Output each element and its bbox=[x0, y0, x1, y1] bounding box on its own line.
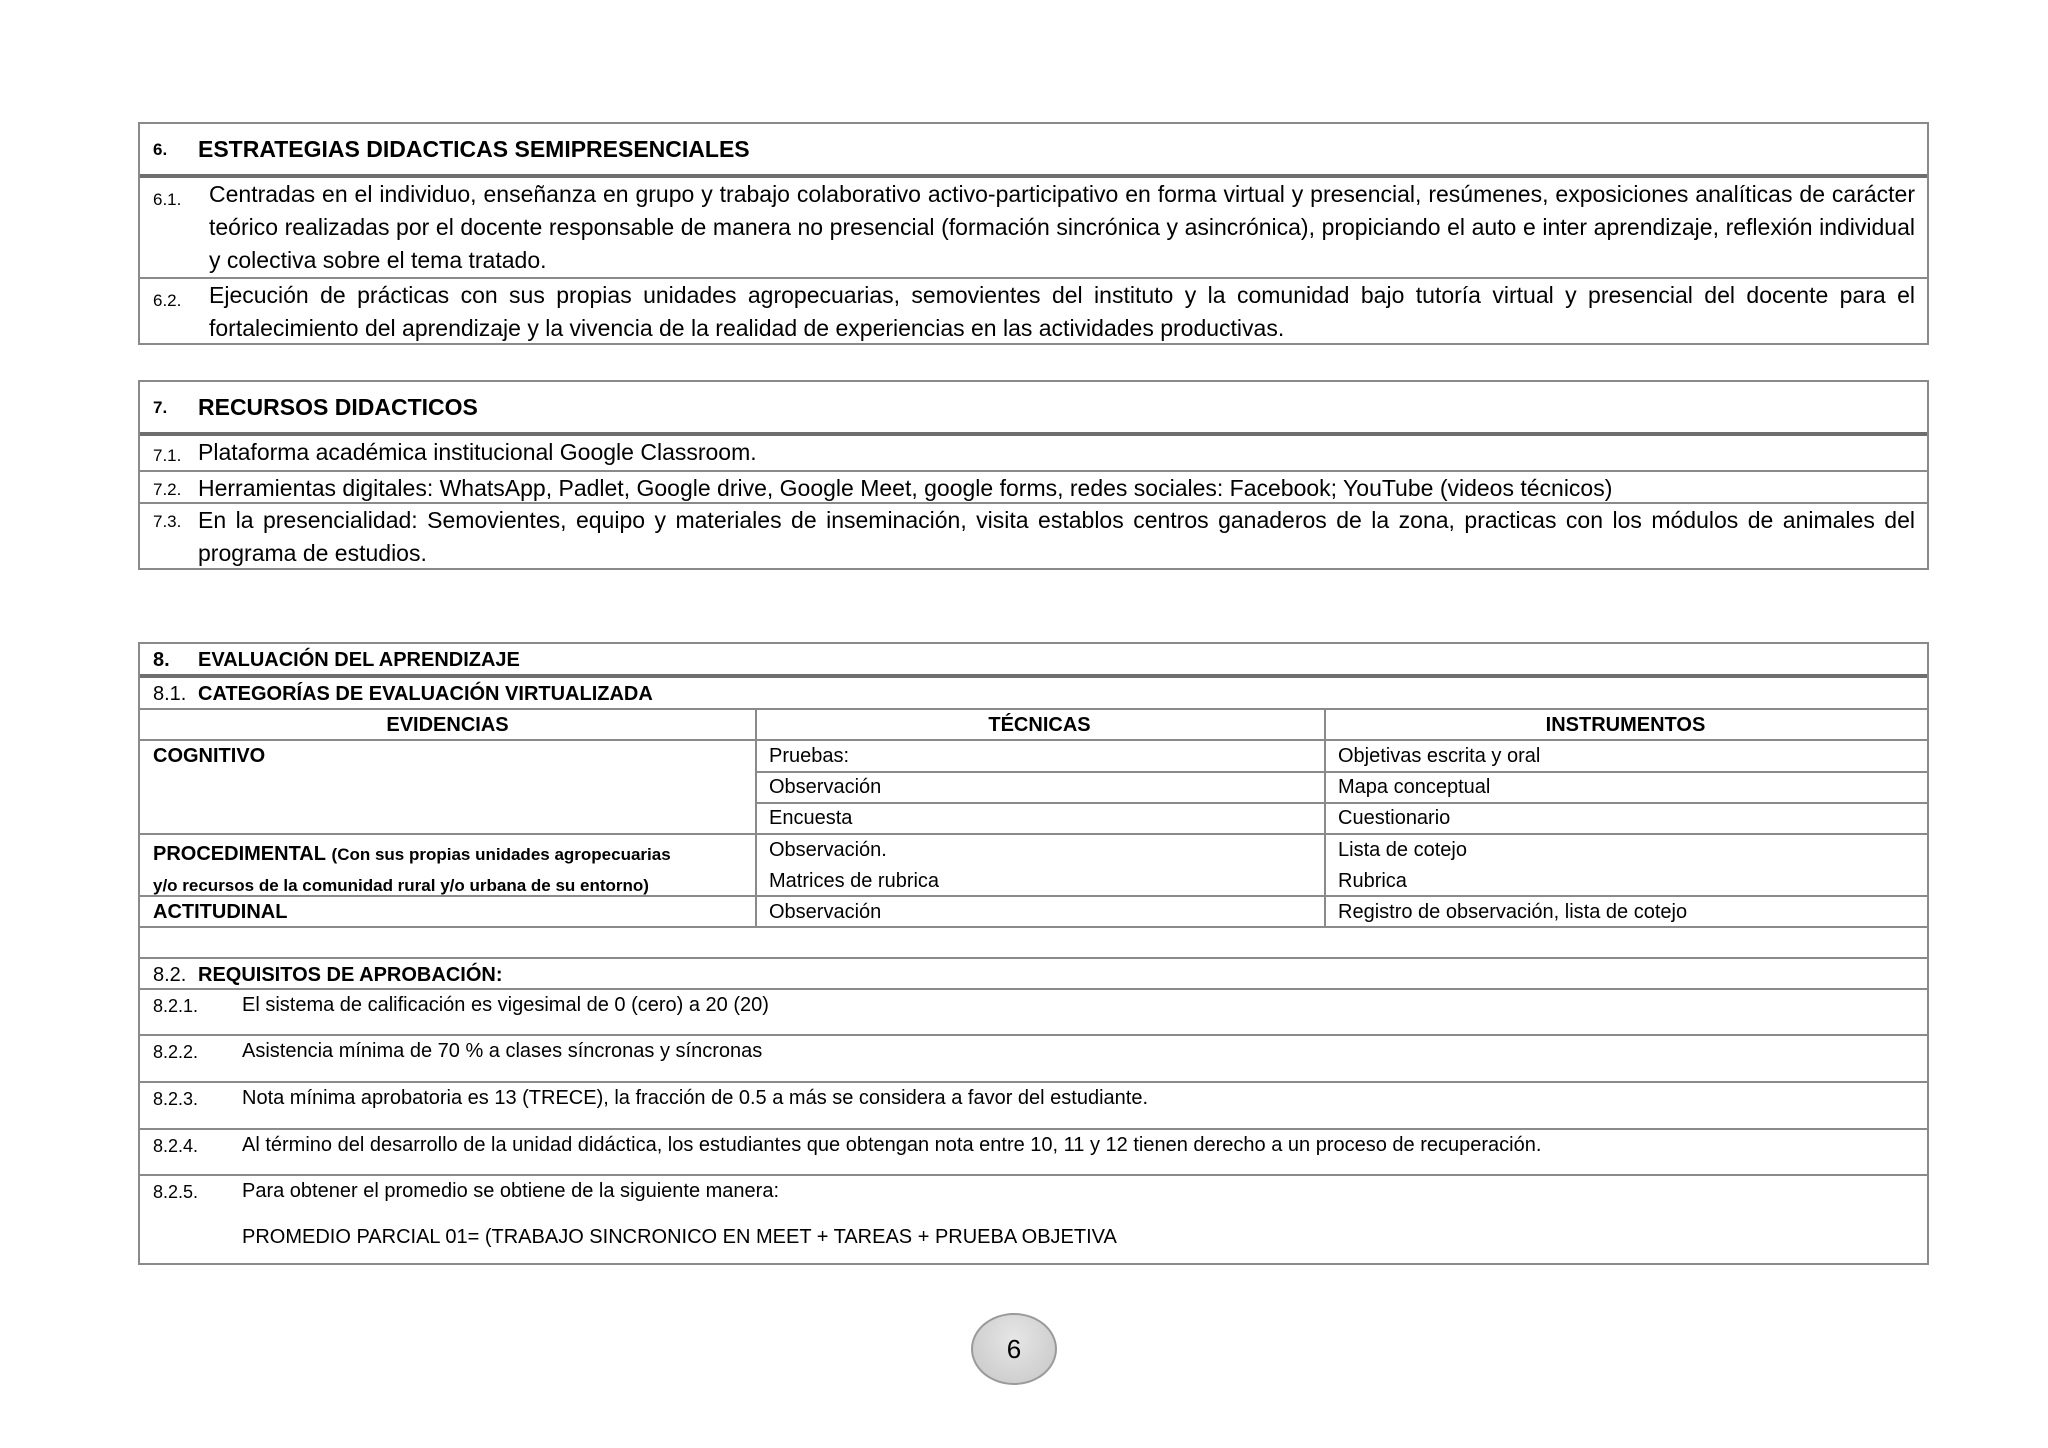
item-number: 6.1. bbox=[153, 190, 182, 209]
section-7-number: 7. bbox=[153, 398, 168, 417]
list-item bbox=[140, 1036, 1927, 1083]
table-cell: Objetivas escrita y oral bbox=[1338, 745, 1541, 767]
section-7-header bbox=[140, 382, 1927, 436]
evidence-procedimental bbox=[153, 839, 753, 901]
requirement-formula: PROMEDIO PARCIAL 01= (TRABAJO SINCRONICO EN MEET + TAREAS + PRUEBA OBJETIVA bbox=[242, 1226, 1117, 1248]
subsection-8-1-number: 8.1. bbox=[153, 683, 187, 705]
item-text: Centradas en el individuo, enseñanza en grupo y trabajo colaborativo activo-participativo en forma virtual y presencial, resúmenes, exposiciones analíticas de carácter teórico realizadas por el docente responsable de manera no presencial (formación sincrónica y asincrónica), propiciando el auto e inter aprendizaje, reflexión individual y colectiva sobre el tema tratado. bbox=[209, 181, 1915, 273]
list-item bbox=[140, 472, 1927, 504]
subsection-8-1-title: CATEGORÍAS DE EVALUACIÓN VIRTUALIZADA bbox=[198, 683, 653, 705]
requirement-number: 8.2.3. bbox=[153, 1089, 199, 1109]
subsection-8-2-title: REQUISITOS DE APROBACIÓN: bbox=[198, 964, 503, 986]
list-item bbox=[140, 1176, 1927, 1263]
item-text: Ejecución de prácticas con sus propias unidades agropecuarias, semovientes del instituto y la comunidad bajo tutoría virtual y presencial del docente para el fortalecimiento del aprendizaje y la vivencia de la realidad de experiencias en las actividades productivas. bbox=[209, 282, 1915, 341]
table-cell: Registro de observación, lista de cotejo bbox=[1338, 901, 1688, 923]
item-text: Plataforma académica institucional Google Classroom. bbox=[198, 439, 757, 465]
evidence-procedimental-note-2: y/o recursos de la comunidad rural y/o urbana de su entorno) bbox=[153, 876, 649, 895]
list-item bbox=[140, 279, 1927, 343]
table-cell: Cuestionario bbox=[1338, 807, 1451, 829]
column-header-evidencias: EVIDENCIAS bbox=[386, 714, 509, 736]
spacer-row bbox=[140, 928, 1927, 959]
section-6-title: ESTRATEGIAS DIDACTICAS SEMIPRESENCIALES bbox=[198, 136, 750, 162]
list-item bbox=[140, 1130, 1927, 1176]
list-item bbox=[140, 504, 1927, 566]
requirement-number: 8.2.1. bbox=[153, 996, 199, 1016]
item-number: 7.3. bbox=[153, 512, 182, 531]
evidence-cognitivo: COGNITIVO bbox=[153, 745, 266, 767]
list-item bbox=[140, 990, 1927, 1036]
requirement-number: 8.2.2. bbox=[153, 1042, 199, 1062]
requirement-text: El sistema de calificación es vigesimal de 0 (cero) a 20 (20) bbox=[242, 994, 769, 1016]
section-8-header bbox=[140, 644, 1927, 678]
list-item bbox=[140, 178, 1927, 279]
table-cell: Encuesta bbox=[769, 807, 853, 829]
table-cell: Lista de cotejo bbox=[1338, 839, 1467, 861]
subsection-8-2-header bbox=[140, 959, 1927, 990]
requirement-number: 8.2.5. bbox=[153, 1182, 199, 1202]
section-7-title: RECURSOS DIDACTICOS bbox=[198, 394, 478, 420]
table-cell: Observación bbox=[769, 901, 882, 923]
evidence-actitudinal: ACTITUDINAL bbox=[153, 901, 288, 923]
table-cell: Pruebas: bbox=[769, 745, 850, 767]
requirement-number: 8.2.4. bbox=[153, 1136, 199, 1156]
column-header-instrumentos: INSTRUMENTOS bbox=[1545, 714, 1706, 736]
table-cell: Mapa conceptual bbox=[1338, 776, 1491, 798]
evidence-procedimental-note-1: (Con sus propias unidades agropecuarias bbox=[331, 845, 671, 864]
section-6-number: 6. bbox=[153, 140, 168, 159]
section-8-title: EVALUACIÓN DEL APRENDIZAJE bbox=[198, 649, 520, 671]
requirement-text: Asistencia mínima de 70 % a clases síncronas y síncronas bbox=[242, 1040, 763, 1062]
section-7-table bbox=[138, 380, 1929, 570]
section-8-table bbox=[138, 642, 1929, 1265]
table-cell: Observación. bbox=[769, 839, 887, 861]
table-cell: Observación bbox=[769, 776, 882, 798]
section-6-table bbox=[138, 122, 1929, 345]
section-8-number: 8. bbox=[153, 649, 170, 671]
item-number: 7.1. bbox=[153, 446, 182, 465]
list-item bbox=[140, 436, 1927, 472]
list-item bbox=[140, 1083, 1927, 1130]
table-cell: Rubrica bbox=[1338, 870, 1407, 892]
requirement-text: Para obtener el promedio se obtiene de la siguiente manera: bbox=[242, 1180, 780, 1202]
item-text: Herramientas digitales: WhatsApp, Padlet, Google drive, Google Meet, google forms, redes sociales: Facebook; YouTube (videos técnicos) bbox=[198, 475, 1613, 501]
page-number: 6 bbox=[971, 1313, 1057, 1385]
section-6-header bbox=[140, 124, 1927, 178]
evidence-procedimental-label: PROCEDIMENTAL bbox=[153, 843, 326, 865]
column-header-tecnicas: TÉCNICAS bbox=[988, 714, 1091, 736]
subsection-8-2-number: 8.2. bbox=[153, 964, 187, 986]
evaluation-grid bbox=[140, 710, 1927, 928]
item-text: En la presencialidad: Semovientes, equipo y materiales de inseminación, visita establos centros ganaderos de la zona, practicas con los módulos de animales del programa de estudios. bbox=[198, 507, 1915, 566]
requirement-text: Al término del desarrollo de la unidad didáctica, los estudiantes que obtengan nota entre 10, 11 y 12 tienen derecho a un proceso de recuperación. bbox=[242, 1134, 1542, 1156]
subsection-8-1-header bbox=[140, 678, 1927, 710]
item-number: 7.2. bbox=[153, 480, 182, 499]
table-cell: Matrices de rubrica bbox=[769, 870, 940, 892]
requirement-text: Nota mínima aprobatoria es 13 (TRECE), la fracción de 0.5 a más se considera a favor del estudiante. bbox=[242, 1087, 1149, 1109]
item-number: 6.2. bbox=[153, 291, 182, 310]
